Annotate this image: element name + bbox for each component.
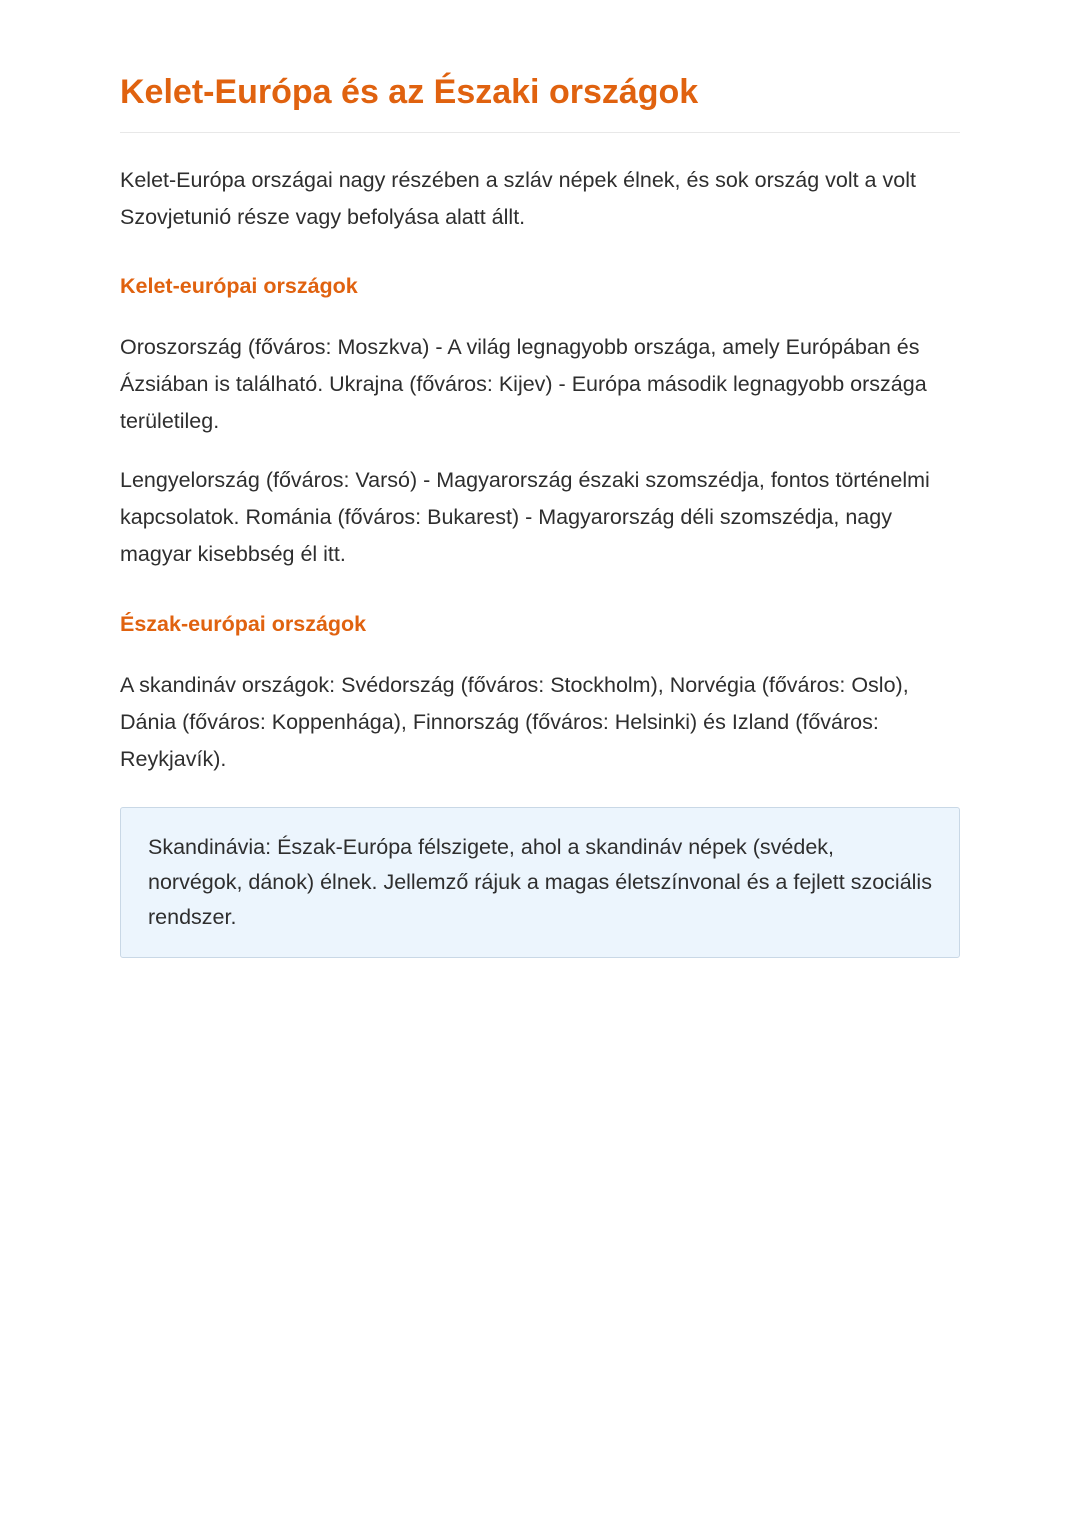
paragraph-poland-romania: Lengyelország (főváros: Varsó) - Magyarország északi szomszédja, fontos történelmi kapcsolatok. Románia (főváros: Bukarest) - Magyarország déli szomszédja, nagy magyar kisebbség él itt. [120,468,930,566]
section-heading-northern-europe: Észak-európai országok [120,612,367,636]
callout-text: Skandinávia: Észak-Európa félszigete, ahol a skandináv népek (svédek, norvégok, dánok) élnek. Jellemző rájuk a magas életszínvonal és a fejlett szociális rendszer. [148,835,932,929]
page-title: Kelet-Európa és az Északi országok [120,73,699,111]
title-divider [120,132,960,133]
paragraph-russia-ukraine: Oroszország (főváros: Moszkva) - A világ legnagyobb országa, amely Európában és Ázsiában is található. Ukrajna (főváros: Kijev) - Európa második legnagyobb országa területileg. [120,335,927,433]
section-heading-eastern-europe: Kelet-európai országok [120,274,358,298]
paragraph-scandinavian-countries: A skandináv országok: Svédország (főváros: Stockholm), Norvégia (főváros: Oslo), Dánia (főváros: Koppenhága), Finnország (főváros: Helsinki) és Izland (főváros: Reykjavík). [120,673,909,771]
info-callout-box [120,807,960,958]
intro-paragraph: Kelet-Európa országai nagy részében a szláv népek élnek, és sok ország volt a volt Szovjetunió része vagy befolyása alatt állt. [120,168,916,229]
